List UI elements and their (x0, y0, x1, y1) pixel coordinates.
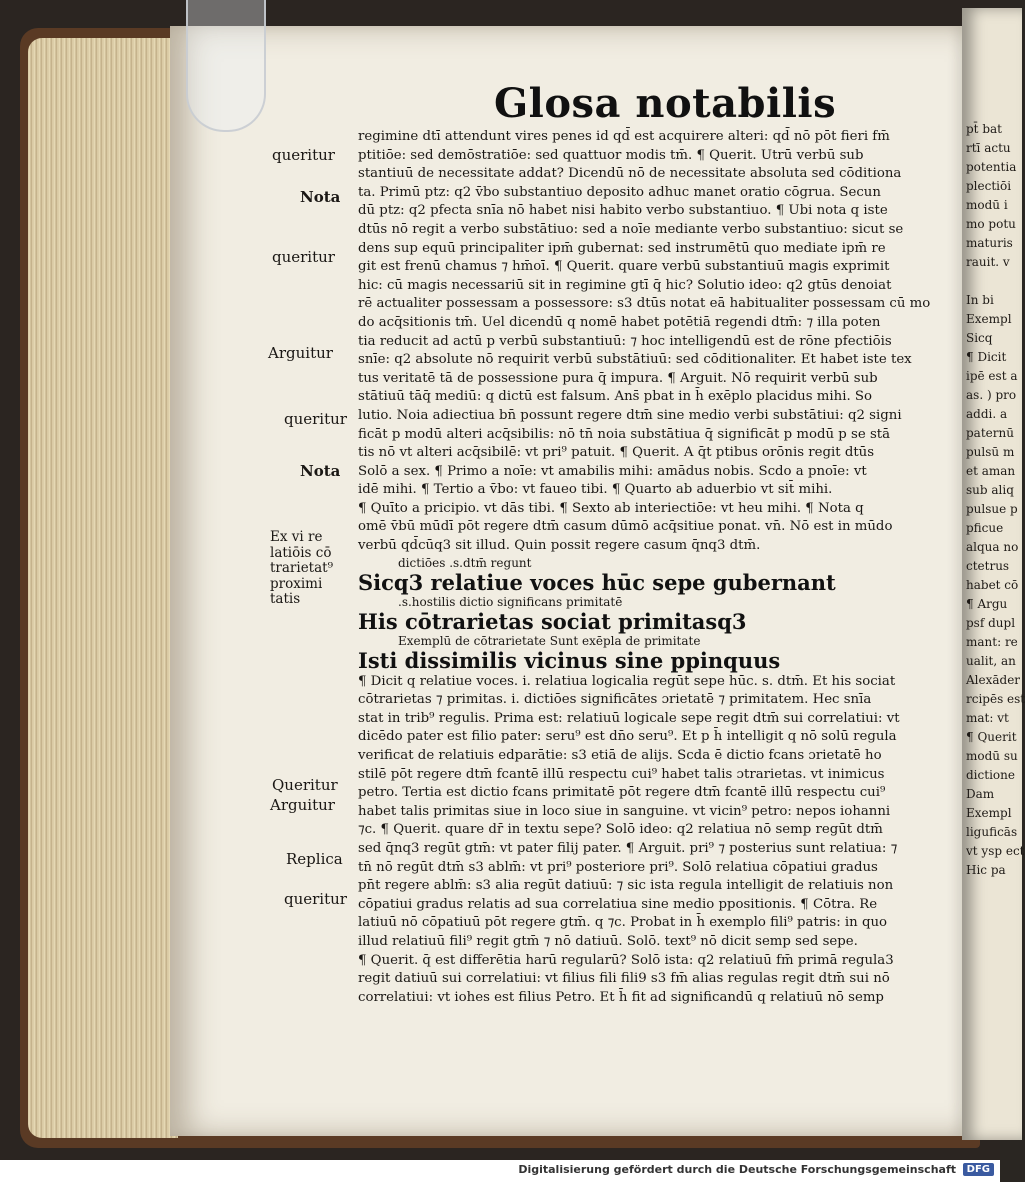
gloss-line: regimine dtī attendunt vires penes id qd̄ est acquirere alteri: qd̄ nō pōt fieri fm̄ (358, 129, 890, 144)
gloss-line: dicēdo pater est filio pater: seru⁹ est dn̄o seru⁹. Et p h̄ intelligit q nō solū regula (358, 729, 897, 745)
gloss-line: tis nō vt alteri acq̄sibilē: vt pri⁹ patuit. ¶ Querit. A q̄t ptibus orōnis regit dtūs (358, 445, 875, 461)
margin-keyword: queritur (284, 410, 347, 428)
right-page-line: Dam (966, 787, 995, 801)
right-page (962, 8, 1025, 1140)
margin-note-line: Ex vi re (270, 529, 323, 545)
margin-keyword: queritur (272, 248, 335, 266)
right-page-line: Hic pa (966, 863, 1006, 877)
right-page-line: mant: re (966, 635, 1018, 649)
right-page-line: ¶ Dicit (966, 350, 1007, 364)
right-page-line: maturis (966, 236, 1013, 250)
margin-keyword: Nota (300, 462, 341, 480)
verse-line: His cōtrarietas sociat primitasq3 (358, 608, 747, 634)
right-page-line: mat: vt (966, 711, 1009, 725)
right-page-line: ctetrus (966, 559, 1010, 573)
right-page-line: Sicq (966, 331, 993, 345)
margin-note-line: latiōis cō (270, 544, 332, 561)
gloss-line: dtūs nō regit a verbo substātiuo: sed a noīe mediante verbo substantiuo: sicut se (358, 221, 904, 237)
verse-interlinear: dictiōes .s.dtm̄ regunt (398, 555, 532, 570)
gloss-line: ¶ Quīto a pricipio. vt dās tibi. ¶ Sexto ab interiectiōe: vt heu mihi. ¶ Nota q (358, 500, 864, 516)
gloss-body (358, 128, 931, 1007)
gloss-line: tia reducit ad actū p verbū substantiuū: ⁊ hoc intelligendū est de rōne pfectiōis (358, 333, 892, 349)
right-page-line (966, 272, 1022, 291)
right-page-line: In bi (966, 293, 994, 307)
gloss-line: idē mihi. ¶ Tertio a v̄bo: vt faueo tibi. ¶ Quarto ab aduerbio vt sit̄ mihi. (358, 482, 833, 498)
right-page-line: rcipēs est (966, 692, 1025, 706)
page-edges (28, 38, 178, 1138)
right-page-line: Exempl (966, 312, 1012, 326)
verse-interlinear: .s.hostilis dictio significans primitatē (398, 594, 623, 609)
right-page-line: psf dupl (966, 616, 1016, 630)
margin-keyword: Arguitur (270, 796, 335, 814)
gloss-line: ta. Primū ptz: q2 v̄bo substantiuo deposito adhuc manet oratio cōgrua. Secun (358, 184, 881, 200)
margin-keyword: Nota (300, 188, 341, 206)
footer-credit: Digitalisierung gefördert durch die Deutsche Forschungsgemeinschaft (518, 1163, 956, 1176)
margin-note-line: proximi (270, 575, 323, 592)
right-page-line: habet cō (966, 578, 1019, 592)
gloss-line: do acq̄sitionis tm̄. Uel dicendū q nomē habet potētiā regendi dtm̄: ⁊ illa poten (358, 314, 881, 330)
verse-interlinear: Exemplū de cōtrarietate Sunt exēpla de primitate (398, 633, 701, 648)
gloss-line: omē v̄bū mūdī pōt regere dtm̄ casum dūmō acq̄sitiue ponat. vn̄. Nō est in mūdo (358, 519, 893, 535)
right-page-line: modū su (966, 749, 1018, 763)
page-title: Glosa notabilis (494, 80, 837, 127)
right-page-line: pulsū m (966, 445, 1015, 459)
gloss-line: verbū qd̄cūq3 sit illud. Quin possit regere casum q̄nq3 dtm̄. (358, 538, 761, 554)
gloss-line: ficāt p modū alteri acq̄sibilis: nō tn̄ noia substātiua q̄ significāt p modū p se stā (358, 426, 891, 442)
right-page-line: liguficās (966, 825, 1018, 839)
gloss-line: stilē pōt regere dtm̄ fcantē illū respectu cui⁹ habet talis ɔtrarietas. vt inimicus (358, 766, 885, 782)
dfg-logo: DFG (963, 1163, 994, 1176)
gloss-line: habet talis primitas siue in loco siue in sanguine. vt vicin⁹ petro: nepos iohanni (358, 803, 891, 819)
right-page-line: pficue (966, 521, 1004, 535)
margin-note-line: tatis (270, 591, 301, 607)
gloss-line: stantiuū de necessitate addat? Dicendū nō de necessitate absoluta sed cōditiona (358, 166, 902, 182)
gloss-line: stātiuū tāq̄ mediū: q dictū est falsum. Ans̄ pbat in h̄ exēplo placidus mihi. So (358, 389, 873, 405)
right-page-line: Exempl (966, 806, 1012, 820)
right-page-line: vt ysp ect (966, 844, 1025, 858)
right-page-line: ipē est a (966, 369, 1018, 383)
gloss-line: latiuū nō cōpatiuū pōt regere gtm̄. q ⁊c. Probat in h̄ exemplo fili⁹ patris: in quo (358, 915, 888, 931)
gloss-line: dū ptz: q2 pfecta snīa nō habet nisi habito verbo substantiuo. ¶ Ubi nota q iste (358, 203, 888, 219)
gloss-line: ⁊c. ¶ Querit. quare dr̄ in textu sepe? Solō ideo: q2 relatiua nō semp regūt dtm̄ (358, 822, 883, 838)
margin-keyword: Queritur (272, 776, 338, 794)
gloss-line: rē actualiter possessam a possessore: s3 dtūs notat eā habitualiter possessam cū mo (358, 296, 931, 312)
margin-keyword: queritur (284, 890, 347, 908)
gloss-line: pn̄t regere ablm̄: s3 alia regūt datiuū: ⁊ sic ista regula intelligit de relatiuis non (358, 878, 894, 894)
gloss-line: cōtrarietas ⁊ primitas. i. dictiōes significātes ɔrietatē ⁊ primitatem. Hec snīa (358, 692, 872, 708)
right-page-line: sub aliq (966, 483, 1014, 497)
right-page-line: Alexāder (966, 673, 1021, 687)
gloss-line: verificat de relatiuis edparātie: s3 etiā de alijs. Scda ē dictio fcans ɔrietatē ho (358, 748, 882, 764)
gloss-line: ptitiōe: sed demōstratiōe: sed quattuor modis tm̄. ¶ Querit. Utrū verbū sub (358, 147, 864, 163)
gloss-line: ¶ Dicit q relatiue voces. i. relatiua logicalia regūt sepe hūc. s. dtm̄. Et his sociat (358, 673, 896, 689)
right-page-line: rtī actu (966, 141, 1011, 155)
margin-keyword: queritur (272, 146, 335, 164)
gloss-line: ¶ Querit. q̄ est differētia harū regularū? Solō ista: q2 relatiuū fm̄ primā regula3 (358, 952, 894, 968)
right-page-line: ualit, an (966, 654, 1016, 668)
right-page-line: paternū (966, 426, 1014, 440)
right-page-line: ¶ Querit (966, 730, 1017, 744)
right-page-line: ¶ Argu (966, 597, 1008, 611)
gloss-line: git est frenū chamus ⁊ hm̄oī. ¶ Querit. quare verbū substantiuū magis exprimit (358, 259, 890, 275)
gloss-line: Solō a sex. ¶ Primo a noīe: vt amabilis mihi: amādus nobis. Scdo a pnoīe: vt (358, 463, 867, 479)
right-page-line: pt̄ bat (966, 122, 1002, 136)
gloss-line: tus veritatē tā de possessione pura q̄ impura. ¶ Arguit. Nō requirit verbū sub (358, 370, 878, 386)
gloss-line: petro. Tertia est dictio fcans primitatē pōt regere dtm̄ fcantē illū respectu cui⁹ (358, 785, 886, 801)
gloss-line: stat in trib⁹ regulis. Prima est: relatiuū logicale sepe regit dtm̄ sui correlatiui: vt (358, 710, 900, 726)
footer-bar (0, 1160, 1000, 1182)
verse-line: Sicq3 relatiue voces hūc sepe gubernant (358, 569, 836, 595)
right-page-line: mo potu (966, 217, 1016, 231)
right-page-line: alqua no (966, 540, 1019, 554)
verse-line: Isti dissimilis vicinus sine ppinquus (358, 647, 781, 673)
right-page-line: addi. a (966, 407, 1008, 421)
right-page-line: as. ) pro (966, 388, 1017, 402)
right-page-line: potentia (966, 160, 1017, 174)
margin-note-line: trarietat⁹ (270, 560, 333, 576)
gloss-line: correlatiui: vt iohes est filius Petro. Et h̄ fit ad significandū q relatiuū nō semp (358, 989, 884, 1005)
gloss-line: cōpatiui gradus relatis ad sua correlatiua sine medio ppositionis. ¶ Cōtra. Re (358, 896, 878, 912)
gloss-line: sed q̄nq3 regūt gtm̄: vt pater filij pater. ¶ Arguit. pri⁹ ⁊ posterius sunt relatiua: ⁊ (358, 841, 898, 856)
right-page-line: modū i (966, 198, 1008, 212)
right-page-line: rauit. v (966, 255, 1010, 269)
gloss-line: regit datiuū sui correlatiui: vt filius fili fili9 s3 fm̄ alias regulas regit dtm̄ sui nō (358, 971, 890, 987)
right-page-line: plectiōi (966, 179, 1012, 193)
gloss-line: dens sup equū principaliter ipm̄ gubernat: sed instrumētū quo mediate ipm̄ re (358, 240, 886, 256)
right-page-line: pulsue p (966, 502, 1018, 516)
bookmark-clip (186, 0, 266, 132)
right-page-line: et aman (966, 464, 1016, 478)
margin-note-block (270, 530, 360, 608)
gloss-line: hic: cū magis necessariū sit in regimine gtī q̄ hic? Solutio ideo: q2 gtūs denoiat (358, 277, 892, 293)
right-page-line: dictione (966, 768, 1015, 782)
gloss-line: illud relatiuū fili⁹ regit gtm̄ ⁊ nō datiuū. Solō. text⁹ nō dicit semp sed sepe. (358, 933, 858, 949)
margin-keyword: Arguitur (268, 344, 333, 362)
margin-keyword: Replica (286, 850, 343, 868)
gloss-line: snīe: q2 absolute nō requirit verbū substātiuū: sed cōditionaliter. Et habet iste tex (358, 352, 912, 368)
gloss-line: lutio. Noia adiectiua bn̄ possunt regere dtm̄ sine medio verbi substātiui: q2 signi (358, 407, 902, 423)
right-page-fragment (962, 8, 1025, 880)
gloss-line: tn̄ nō regūt dtm̄ s3 ablm̄: vt pri⁹ posteriore pri⁹. Solō relatiua cōpatiui gradus (358, 859, 878, 875)
